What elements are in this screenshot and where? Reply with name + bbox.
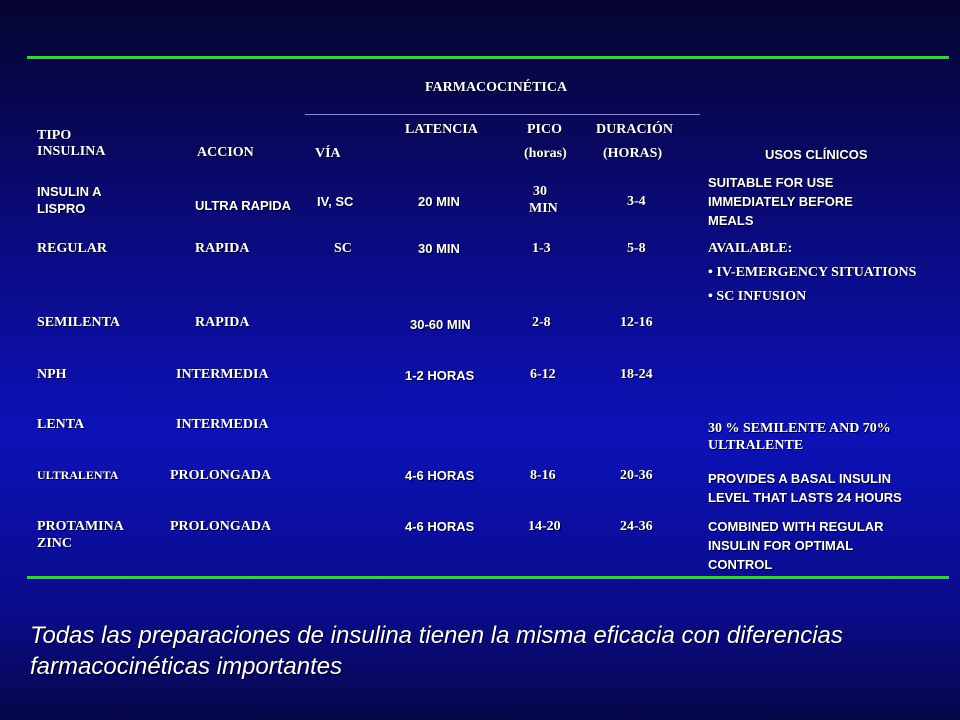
pharmacokinetics-underline	[305, 114, 700, 115]
row2-usos-bullet1: • IV-EMERGENCY SITUATIONS	[708, 265, 917, 280]
header-duracion-unit: (HORAS)	[603, 146, 663, 161]
row6-latencia: 4-6 HORAS	[405, 468, 475, 483]
row3-duracion: 12-16	[620, 315, 653, 330]
row2-usos-bullet2: • SC INFUSION	[708, 289, 807, 304]
row5-tipo: LENTA	[37, 417, 85, 432]
header-tipo-line2: INSULINA	[37, 144, 106, 159]
row4-tipo: NPH	[37, 367, 67, 382]
row7-usos-line1: COMBINED WITH REGULAR	[708, 519, 884, 534]
row6-usos-line1: PROVIDES A BASAL INSULIN	[708, 471, 891, 486]
row7-usos-line3: CONTROL	[708, 557, 773, 572]
row6-duracion: 20-36	[620, 468, 653, 483]
header-duracion: DURACIÓN	[596, 122, 673, 137]
row2-latencia: 30 MIN	[418, 241, 460, 256]
row4-duracion: 18-24	[620, 367, 653, 382]
row7-usos-line2: INSULIN FOR OPTIMAL	[708, 538, 854, 553]
row1-usos-line3: MEALS	[708, 213, 754, 228]
row6-tipo: ULTRALENTA	[37, 468, 119, 482]
row5-usos-line1: 30 % SEMILENTE AND 70%	[708, 421, 891, 436]
header-accion: ACCION	[197, 145, 254, 160]
row1-tipo-line2: LISPRO	[37, 201, 86, 216]
row3-tipo: SEMILENTA	[37, 315, 120, 330]
header-usos-clinicos: USOS CLÍNICOS	[765, 147, 868, 162]
table-top-rule	[27, 56, 949, 59]
row7-latencia: 4-6 HORAS	[405, 519, 475, 534]
header-pico-unit: (horas)	[524, 146, 567, 161]
row4-pico: 6-12	[530, 367, 556, 382]
row1-tipo-line1: INSULIN A	[37, 184, 102, 199]
row3-pico: 2-8	[532, 315, 551, 330]
header-farmacocinetica: FARMACOCINÉTICA	[425, 80, 568, 95]
row4-latencia: 1-2 HORAS	[405, 368, 475, 383]
row1-accion: ULTRA RAPIDA	[195, 198, 292, 213]
row2-usos-title: AVAILABLE:	[708, 241, 793, 256]
row6-usos-line2: LEVEL THAT LASTS 24 HOURS	[708, 490, 902, 505]
row7-duracion: 24-36	[620, 519, 653, 534]
row2-usos-bullet1-text: IV-EMERGENCY SITUATIONS	[716, 265, 917, 280]
header-tipo-line1: TIPO	[37, 128, 72, 143]
row4-accion: INTERMEDIA	[176, 367, 269, 382]
row1-usos-line2: IMMEDIATELY BEFORE	[708, 194, 853, 209]
header-latencia: LATENCIA	[405, 122, 478, 137]
row5-usos-line2: ULTRALENTE	[708, 438, 804, 453]
row6-accion: PROLONGADA	[170, 468, 272, 483]
header-pico: PICO	[527, 122, 562, 137]
row2-duracion: 5-8	[627, 241, 646, 256]
row6-pico: 8-16	[530, 468, 556, 483]
row1-duracion: 3-4	[627, 194, 646, 209]
row1-pico-line2: MIN	[529, 201, 558, 216]
row2-usos-bullet2-text: SC INFUSION	[716, 289, 807, 304]
row7-tipo-line1: PROTAMINA	[37, 519, 124, 534]
table-bottom-rule	[27, 576, 949, 579]
row2-via: SC	[334, 241, 352, 256]
row3-latencia: 30-60 MIN	[410, 317, 471, 332]
row1-usos-line1: SUITABLE FOR USE	[708, 175, 834, 190]
row7-tipo-line2: ZINC	[37, 536, 73, 551]
row5-accion: INTERMEDIA	[176, 417, 269, 432]
header-via: VÍA	[315, 146, 341, 161]
row2-accion: RAPIDA	[195, 241, 250, 256]
row1-pico-line1: 30	[533, 184, 547, 199]
footer-statement: Todas las preparaciones de insulina tienen la misma eficacia con diferencias farmacocinéticas importantes	[30, 622, 843, 680]
row3-accion: RAPIDA	[195, 315, 250, 330]
row7-pico: 14-20	[528, 519, 561, 534]
row1-via: IV, SC	[317, 194, 354, 209]
row2-tipo: REGULAR	[37, 241, 108, 256]
row7-accion: PROLONGADA	[170, 519, 272, 534]
row1-latencia: 20 MIN	[418, 194, 460, 209]
row2-pico: 1-3	[532, 241, 551, 256]
